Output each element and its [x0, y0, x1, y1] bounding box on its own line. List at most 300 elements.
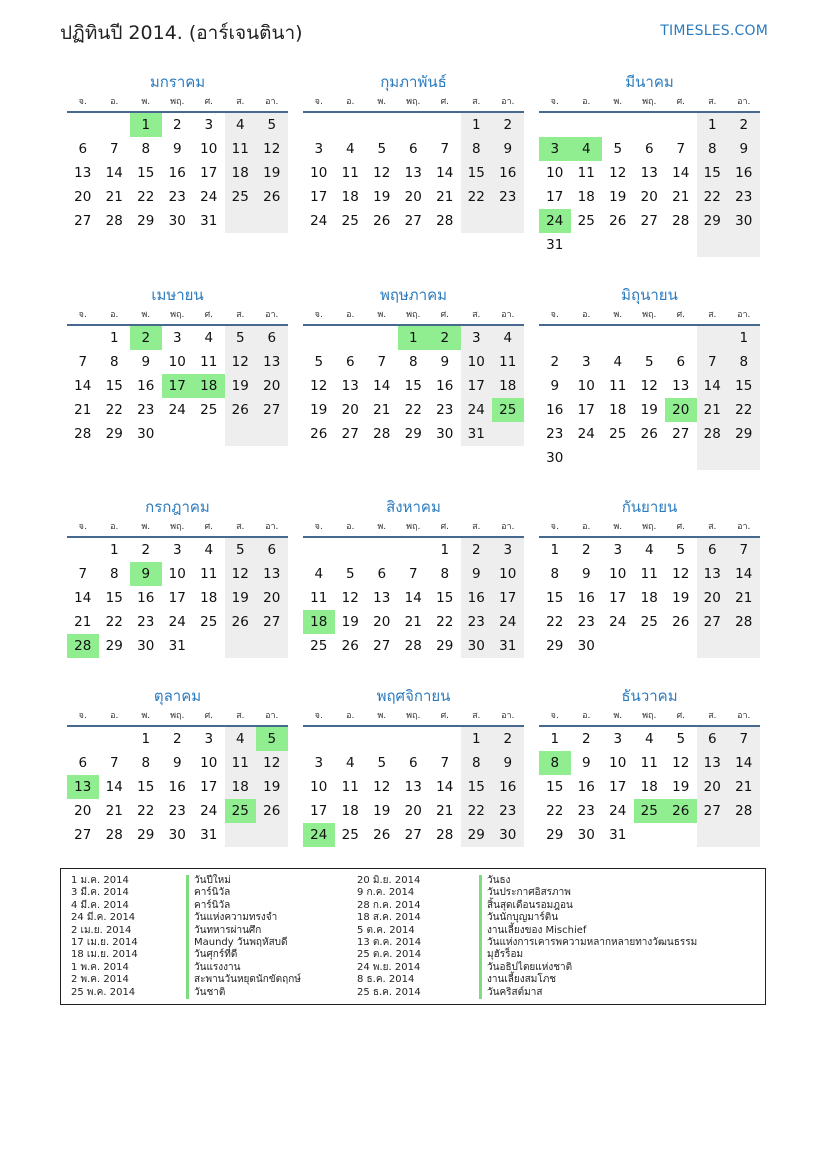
day-cell[interactable]: 27	[256, 610, 288, 634]
day-cell[interactable]: 6	[377, 566, 387, 582]
day-cell[interactable]: 9	[550, 378, 560, 394]
day-cell[interactable]: 18	[492, 374, 524, 398]
day-cell[interactable]: 30	[577, 827, 595, 843]
day-cell[interactable]: 7	[728, 727, 760, 751]
day-cell[interactable]: 7	[697, 350, 729, 374]
day-cell[interactable]: 31	[200, 827, 218, 843]
day-cell[interactable]: 17	[461, 374, 493, 398]
day-cell[interactable]: 28	[404, 638, 422, 654]
day-cell[interactable]: 25	[200, 614, 218, 630]
day-cell[interactable]: 12	[256, 137, 288, 161]
day-cell[interactable]: 12	[373, 165, 391, 181]
day-cell[interactable]: 6	[256, 538, 288, 562]
day-cell[interactable]: 27	[404, 213, 422, 229]
day-cell[interactable]: 4	[613, 354, 623, 370]
day-cell[interactable]: 29	[546, 638, 564, 654]
day-cell[interactable]: 3	[492, 538, 524, 562]
day-cell[interactable]: 10	[461, 350, 493, 374]
day-cell[interactable]: 4	[345, 141, 355, 157]
day-cell[interactable]: 5	[377, 755, 387, 771]
day-cell[interactable]: 19	[373, 189, 391, 205]
day-cell[interactable]: 16	[492, 161, 524, 185]
day-cell[interactable]: 12	[310, 378, 328, 394]
day-cell[interactable]: 23	[168, 189, 186, 205]
day-cell[interactable]: 11	[200, 566, 218, 582]
day-cell[interactable]: 18	[341, 189, 359, 205]
day-cell[interactable]: 5	[676, 542, 686, 558]
day-cell[interactable]: 10	[168, 566, 186, 582]
day-cell[interactable]: 9	[141, 354, 151, 370]
day-cell[interactable]: 28	[728, 799, 760, 823]
day-cell[interactable]: 16	[461, 586, 493, 610]
day-cell[interactable]: 25	[640, 614, 658, 630]
day-cell[interactable]: 13	[640, 165, 658, 181]
day-cell[interactable]: 13	[256, 350, 288, 374]
holiday-day-cell[interactable]: 25	[225, 799, 257, 823]
day-cell[interactable]: 13	[341, 378, 359, 394]
day-cell[interactable]: 1	[440, 542, 450, 558]
day-cell[interactable]: 15	[697, 161, 729, 185]
day-cell[interactable]: 3	[613, 542, 623, 558]
day-cell[interactable]: 1	[550, 731, 560, 747]
day-cell[interactable]: 15	[404, 378, 422, 394]
day-cell[interactable]: 11	[225, 751, 257, 775]
day-cell[interactable]: 7	[676, 141, 686, 157]
day-cell[interactable]: 17	[200, 165, 218, 181]
day-cell[interactable]: 15	[728, 374, 760, 398]
day-cell[interactable]: 24	[609, 803, 627, 819]
day-cell[interactable]: 4	[492, 326, 524, 350]
day-cell[interactable]: 21	[404, 614, 422, 630]
day-cell[interactable]: 15	[546, 590, 564, 606]
day-cell[interactable]: 13	[672, 378, 690, 394]
day-cell[interactable]: 5	[225, 538, 257, 562]
holiday-day-cell[interactable]: 24	[539, 209, 571, 233]
day-cell[interactable]: 28	[74, 426, 92, 442]
day-cell[interactable]: 30	[461, 634, 493, 658]
day-cell[interactable]: 6	[256, 326, 288, 350]
day-cell[interactable]: 4	[644, 542, 654, 558]
day-cell[interactable]: 10	[168, 354, 186, 370]
day-cell[interactable]: 30	[728, 209, 760, 233]
day-cell[interactable]: 19	[640, 402, 658, 418]
day-cell[interactable]: 30	[168, 213, 186, 229]
day-cell[interactable]: 2	[141, 542, 151, 558]
day-cell[interactable]: 31	[200, 213, 218, 229]
day-cell[interactable]: 9	[728, 137, 760, 161]
day-cell[interactable]: 29	[105, 638, 123, 654]
day-cell[interactable]: 20	[74, 189, 92, 205]
day-cell[interactable]: 21	[728, 775, 760, 799]
day-cell[interactable]: 30	[137, 426, 155, 442]
holiday-day-cell[interactable]: 26	[665, 799, 697, 823]
day-cell[interactable]: 11	[577, 165, 595, 181]
day-cell[interactable]: 8	[550, 566, 560, 582]
day-cell[interactable]: 29	[137, 827, 155, 843]
day-cell[interactable]: 4	[225, 727, 257, 751]
day-cell[interactable]: 6	[697, 727, 729, 751]
day-cell[interactable]: 2	[492, 727, 524, 751]
day-cell[interactable]: 5	[256, 113, 288, 137]
day-cell[interactable]: 28	[672, 213, 690, 229]
day-cell[interactable]: 22	[546, 614, 564, 630]
day-cell[interactable]: 23	[492, 185, 524, 209]
day-cell[interactable]: 31	[461, 422, 493, 446]
day-cell[interactable]: 21	[373, 402, 391, 418]
day-cell[interactable]: 17	[546, 189, 564, 205]
day-cell[interactable]: 6	[408, 755, 418, 771]
day-cell[interactable]: 14	[672, 165, 690, 181]
day-cell[interactable]: 25	[225, 185, 257, 209]
day-cell[interactable]: 21	[105, 803, 123, 819]
day-cell[interactable]: 4	[204, 542, 214, 558]
day-cell[interactable]: 13	[404, 165, 422, 181]
day-cell[interactable]: 12	[225, 562, 257, 586]
day-cell[interactable]: 1	[728, 326, 760, 350]
day-cell[interactable]: 23	[168, 803, 186, 819]
day-cell[interactable]: 19	[256, 161, 288, 185]
day-cell[interactable]: 29	[728, 422, 760, 446]
day-cell[interactable]: 9	[172, 141, 182, 157]
day-cell[interactable]: 26	[310, 426, 328, 442]
day-cell[interactable]: 7	[109, 755, 119, 771]
day-cell[interactable]: 8	[461, 137, 493, 161]
day-cell[interactable]: 7	[440, 141, 450, 157]
day-cell[interactable]: 8	[109, 566, 119, 582]
day-cell[interactable]: 15	[105, 590, 123, 606]
day-cell[interactable]: 29	[137, 213, 155, 229]
day-cell[interactable]: 20	[640, 189, 658, 205]
day-cell[interactable]: 11	[310, 590, 328, 606]
day-cell[interactable]: 2	[550, 354, 560, 370]
day-cell[interactable]: 10	[310, 165, 328, 181]
day-cell[interactable]: 11	[640, 755, 658, 771]
day-cell[interactable]: 29	[546, 827, 564, 843]
day-cell[interactable]: 4	[204, 330, 214, 346]
day-cell[interactable]: 10	[310, 779, 328, 795]
day-cell[interactable]: 27	[74, 213, 92, 229]
day-cell[interactable]: 12	[256, 751, 288, 775]
day-cell[interactable]: 23	[137, 402, 155, 418]
day-cell[interactable]: 30	[168, 827, 186, 843]
day-cell[interactable]: 21	[697, 398, 729, 422]
day-cell[interactable]: 2	[581, 542, 591, 558]
day-cell[interactable]: 15	[461, 161, 493, 185]
day-cell[interactable]: 11	[225, 137, 257, 161]
day-cell[interactable]: 25	[341, 827, 359, 843]
day-cell[interactable]: 17	[609, 590, 627, 606]
day-cell[interactable]: 18	[640, 590, 658, 606]
day-cell[interactable]: 12	[640, 378, 658, 394]
holiday-day-cell[interactable]: 28	[67, 634, 99, 658]
day-cell[interactable]: 24	[200, 189, 218, 205]
day-cell[interactable]: 26	[640, 426, 658, 442]
day-cell[interactable]: 23	[728, 185, 760, 209]
day-cell[interactable]: 11	[492, 350, 524, 374]
day-cell[interactable]: 12	[672, 755, 690, 771]
day-cell[interactable]: 14	[105, 779, 123, 795]
day-cell[interactable]: 24	[200, 803, 218, 819]
day-cell[interactable]: 16	[546, 402, 564, 418]
day-cell[interactable]: 27	[256, 398, 288, 422]
day-cell[interactable]: 26	[609, 213, 627, 229]
day-cell[interactable]: 27	[74, 827, 92, 843]
day-cell[interactable]: 19	[672, 779, 690, 795]
day-cell[interactable]: 5	[644, 354, 654, 370]
day-cell[interactable]: 20	[373, 614, 391, 630]
holiday-day-cell[interactable]: 4	[571, 137, 603, 161]
day-cell[interactable]: 9	[461, 562, 493, 586]
day-cell[interactable]: 23	[546, 426, 564, 442]
day-cell[interactable]: 20	[697, 586, 729, 610]
day-cell[interactable]: 18	[200, 590, 218, 606]
day-cell[interactable]: 9	[440, 354, 450, 370]
day-cell[interactable]: 26	[256, 799, 288, 823]
day-cell[interactable]: 16	[577, 590, 595, 606]
day-cell[interactable]: 24	[168, 614, 186, 630]
day-cell[interactable]: 23	[461, 610, 493, 634]
day-cell[interactable]: 30	[577, 638, 595, 654]
day-cell[interactable]: 10	[609, 566, 627, 582]
day-cell[interactable]: 18	[577, 189, 595, 205]
holiday-day-cell[interactable]: 3	[539, 137, 571, 161]
day-cell[interactable]: 17	[492, 586, 524, 610]
day-cell[interactable]: 14	[373, 378, 391, 394]
day-cell[interactable]: 11	[200, 354, 218, 370]
day-cell[interactable]: 24	[310, 213, 328, 229]
day-cell[interactable]: 31	[168, 638, 186, 654]
day-cell[interactable]: 22	[137, 189, 155, 205]
day-cell[interactable]: 13	[373, 590, 391, 606]
holiday-day-cell[interactable]: 24	[303, 823, 335, 847]
day-cell[interactable]: 16	[492, 775, 524, 799]
day-cell[interactable]: 28	[373, 426, 391, 442]
day-cell[interactable]: 15	[137, 779, 155, 795]
day-cell[interactable]: 18	[225, 775, 257, 799]
day-cell[interactable]: 22	[546, 803, 564, 819]
day-cell[interactable]: 27	[697, 610, 729, 634]
day-cell[interactable]: 30	[492, 823, 524, 847]
day-cell[interactable]: 7	[78, 354, 88, 370]
day-cell[interactable]: 28	[436, 213, 454, 229]
day-cell[interactable]: 12	[373, 779, 391, 795]
day-cell[interactable]: 24	[492, 610, 524, 634]
day-cell[interactable]: 30	[436, 426, 454, 442]
day-cell[interactable]: 23	[577, 803, 595, 819]
day-cell[interactable]: 25	[341, 213, 359, 229]
holiday-day-cell[interactable]: 5	[256, 727, 288, 751]
brand-link[interactable]: TIMESLES.COM	[660, 23, 768, 39]
day-cell[interactable]: 17	[609, 779, 627, 795]
day-cell[interactable]: 20	[74, 803, 92, 819]
day-cell[interactable]: 16	[168, 165, 186, 181]
day-cell[interactable]: 26	[672, 614, 690, 630]
day-cell[interactable]: 10	[577, 378, 595, 394]
day-cell[interactable]: 1	[697, 113, 729, 137]
day-cell[interactable]: 1	[109, 330, 119, 346]
day-cell[interactable]: 3	[461, 326, 493, 350]
day-cell[interactable]: 11	[609, 378, 627, 394]
day-cell[interactable]: 14	[436, 779, 454, 795]
day-cell[interactable]: 12	[672, 566, 690, 582]
day-cell[interactable]: 21	[728, 586, 760, 610]
day-cell[interactable]: 28	[436, 827, 454, 843]
holiday-day-cell[interactable]: 13	[67, 775, 99, 799]
day-cell[interactable]: 22	[105, 614, 123, 630]
day-cell[interactable]: 10	[492, 562, 524, 586]
day-cell[interactable]: 16	[137, 590, 155, 606]
day-cell[interactable]: 10	[200, 755, 218, 771]
day-cell[interactable]: 28	[105, 213, 123, 229]
day-cell[interactable]: 19	[341, 614, 359, 630]
day-cell[interactable]: 24	[168, 402, 186, 418]
day-cell[interactable]: 27	[404, 827, 422, 843]
day-cell[interactable]: 14	[404, 590, 422, 606]
day-cell[interactable]: 15	[436, 590, 454, 606]
day-cell[interactable]: 7	[728, 538, 760, 562]
day-cell[interactable]: 8	[109, 354, 119, 370]
day-cell[interactable]: 27	[373, 638, 391, 654]
day-cell[interactable]: 26	[341, 638, 359, 654]
day-cell[interactable]: 8	[728, 350, 760, 374]
day-cell[interactable]: 20	[256, 586, 288, 610]
day-cell[interactable]: 20	[256, 374, 288, 398]
day-cell[interactable]: 15	[137, 165, 155, 181]
day-cell[interactable]: 8	[697, 137, 729, 161]
day-cell[interactable]: 9	[172, 755, 182, 771]
day-cell[interactable]: 8	[440, 566, 450, 582]
day-cell[interactable]: 29	[404, 426, 422, 442]
day-cell[interactable]: 18	[640, 779, 658, 795]
day-cell[interactable]: 30	[546, 450, 564, 466]
day-cell[interactable]: 26	[373, 827, 391, 843]
day-cell[interactable]: 6	[78, 141, 88, 157]
day-cell[interactable]: 12	[609, 165, 627, 181]
day-cell[interactable]: 28	[728, 610, 760, 634]
day-cell[interactable]: 8	[461, 751, 493, 775]
day-cell[interactable]: 21	[74, 614, 92, 630]
day-cell[interactable]: 20	[697, 775, 729, 799]
day-cell[interactable]: 19	[310, 402, 328, 418]
day-cell[interactable]: 19	[373, 803, 391, 819]
day-cell[interactable]: 3	[172, 330, 182, 346]
day-cell[interactable]: 16	[728, 161, 760, 185]
day-cell[interactable]: 14	[697, 374, 729, 398]
day-cell[interactable]: 17	[577, 402, 595, 418]
day-cell[interactable]: 29	[105, 426, 123, 442]
day-cell[interactable]: 17	[310, 803, 328, 819]
holiday-day-cell[interactable]: 20	[665, 398, 697, 422]
day-cell[interactable]: 4	[225, 113, 257, 137]
day-cell[interactable]: 15	[546, 779, 564, 795]
day-cell[interactable]: 26	[373, 213, 391, 229]
day-cell[interactable]: 25	[310, 638, 328, 654]
day-cell[interactable]: 23	[577, 614, 595, 630]
day-cell[interactable]: 6	[78, 755, 88, 771]
day-cell[interactable]: 5	[377, 141, 387, 157]
day-cell[interactable]: 19	[672, 590, 690, 606]
holiday-day-cell[interactable]: 18	[303, 610, 335, 634]
day-cell[interactable]: 24	[577, 426, 595, 442]
day-cell[interactable]: 12	[225, 350, 257, 374]
day-cell[interactable]: 16	[436, 378, 454, 394]
day-cell[interactable]: 7	[440, 755, 450, 771]
holiday-day-cell[interactable]: 9	[130, 562, 162, 586]
day-cell[interactable]: 9	[492, 751, 524, 775]
day-cell[interactable]: 25	[200, 402, 218, 418]
day-cell[interactable]: 13	[74, 165, 92, 181]
day-cell[interactable]: 2	[172, 731, 182, 747]
day-cell[interactable]: 3	[613, 731, 623, 747]
day-cell[interactable]: 14	[74, 378, 92, 394]
day-cell[interactable]: 26	[256, 185, 288, 209]
day-cell[interactable]: 31	[609, 827, 627, 843]
day-cell[interactable]: 1	[461, 727, 493, 751]
day-cell[interactable]: 5	[676, 731, 686, 747]
day-cell[interactable]: 3	[581, 354, 591, 370]
day-cell[interactable]: 21	[74, 402, 92, 418]
day-cell[interactable]: 4	[345, 755, 355, 771]
day-cell[interactable]: 24	[609, 614, 627, 630]
day-cell[interactable]: 6	[644, 141, 654, 157]
day-cell[interactable]: 26	[225, 398, 257, 422]
day-cell[interactable]: 7	[377, 354, 387, 370]
day-cell[interactable]: 6	[408, 141, 418, 157]
day-cell[interactable]: 14	[728, 751, 760, 775]
day-cell[interactable]: 25	[609, 426, 627, 442]
day-cell[interactable]: 29	[436, 638, 454, 654]
day-cell[interactable]: 18	[609, 402, 627, 418]
day-cell[interactable]: 11	[341, 779, 359, 795]
day-cell[interactable]: 20	[341, 402, 359, 418]
day-cell[interactable]: 22	[137, 803, 155, 819]
day-cell[interactable]: 17	[310, 189, 328, 205]
day-cell[interactable]: 22	[461, 185, 493, 209]
day-cell[interactable]: 13	[697, 751, 729, 775]
day-cell[interactable]: 28	[105, 827, 123, 843]
day-cell[interactable]: 8	[141, 755, 151, 771]
holiday-day-cell[interactable]: 8	[539, 751, 571, 775]
holiday-day-cell[interactable]: 2	[429, 326, 461, 350]
day-cell[interactable]: 8	[141, 141, 151, 157]
day-cell[interactable]: 14	[74, 590, 92, 606]
day-cell[interactable]: 24	[461, 398, 493, 422]
day-cell[interactable]: 21	[436, 803, 454, 819]
day-cell[interactable]: 20	[404, 189, 422, 205]
holiday-day-cell[interactable]: 1	[130, 113, 162, 137]
day-cell[interactable]: 10	[200, 141, 218, 157]
day-cell[interactable]: 5	[345, 566, 355, 582]
day-cell[interactable]: 23	[436, 402, 454, 418]
day-cell[interactable]: 6	[697, 538, 729, 562]
day-cell[interactable]: 2	[492, 113, 524, 137]
day-cell[interactable]: 27	[672, 426, 690, 442]
day-cell[interactable]: 3	[204, 731, 214, 747]
day-cell[interactable]: 3	[314, 755, 324, 771]
holiday-day-cell[interactable]: 25	[492, 398, 524, 422]
day-cell[interactable]: 2	[461, 538, 493, 562]
day-cell[interactable]: 30	[137, 638, 155, 654]
day-cell[interactable]: 18	[225, 161, 257, 185]
day-cell[interactable]: 17	[200, 779, 218, 795]
holiday-day-cell[interactable]: 17	[162, 374, 194, 398]
day-cell[interactable]: 8	[408, 354, 418, 370]
day-cell[interactable]: 7	[78, 566, 88, 582]
day-cell[interactable]: 16	[168, 779, 186, 795]
day-cell[interactable]: 22	[404, 402, 422, 418]
day-cell[interactable]: 14	[436, 165, 454, 181]
day-cell[interactable]: 2	[728, 113, 760, 137]
